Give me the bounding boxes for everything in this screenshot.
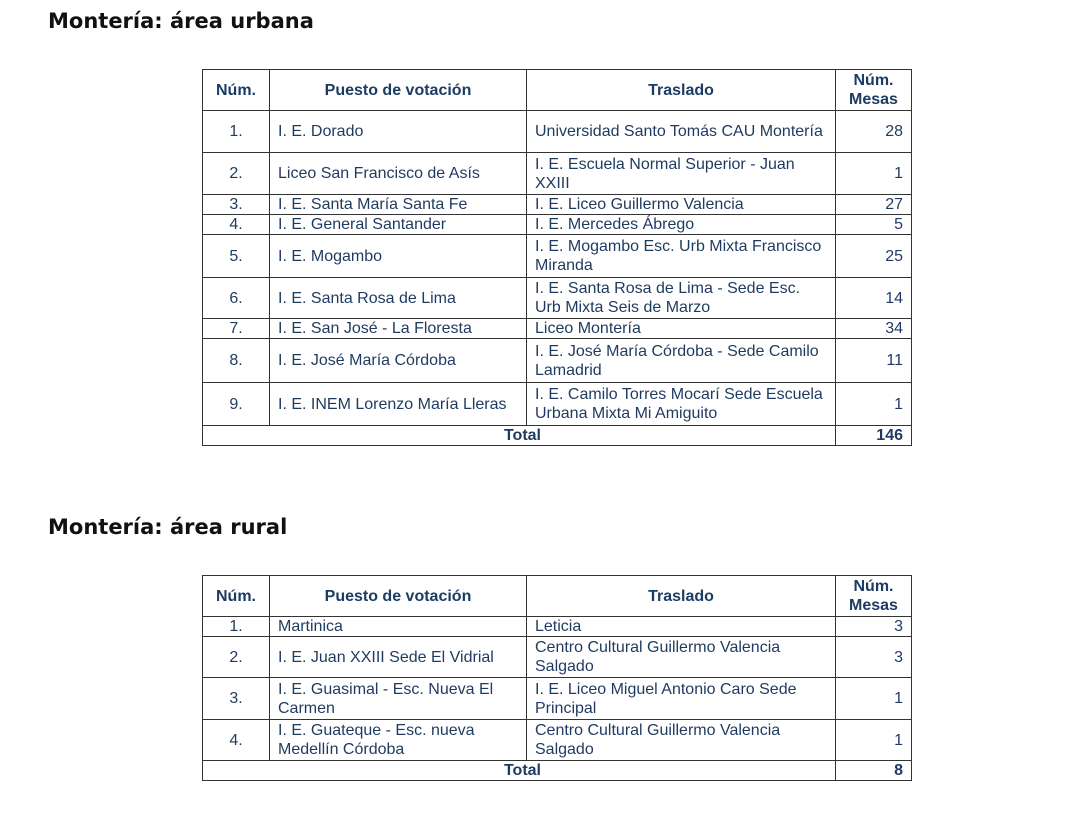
cell-mesas: 28 xyxy=(836,111,912,153)
cell-puesto: I. E. Mogambo xyxy=(270,235,527,278)
cell-traslado: I. E. Liceo Guillermo Valencia xyxy=(527,195,836,215)
cell-mesas: 27 xyxy=(836,195,912,215)
cell-traslado: I. E. Escuela Normal Superior - Juan XXIII xyxy=(527,153,836,195)
table-row xyxy=(203,678,912,720)
cell-mesas: 1 xyxy=(836,678,912,720)
table-row xyxy=(203,195,912,215)
cell-puesto: I. E. INEM Lorenzo María Lleras xyxy=(270,383,527,426)
table-row xyxy=(203,383,912,426)
cell-traslado: I. E. Mercedes Ábrego xyxy=(527,215,836,235)
total-label: Total xyxy=(203,426,836,446)
table-rural-polling-stations xyxy=(202,575,912,781)
cell-puesto: I. E. Santa Rosa de Lima xyxy=(270,278,527,319)
cell-mesas: 3 xyxy=(836,637,912,678)
cell-num: 2. xyxy=(203,637,270,678)
table-total-row xyxy=(203,761,912,781)
cell-mesas: 5 xyxy=(836,215,912,235)
cell-num: 5. xyxy=(203,235,270,278)
cell-num: 3. xyxy=(203,195,270,215)
table-row xyxy=(203,720,912,761)
cell-num: 3. xyxy=(203,678,270,720)
table-row xyxy=(203,319,912,339)
table-row xyxy=(203,235,912,278)
cell-puesto: I. E. General Santander xyxy=(270,215,527,235)
cell-mesas: 34 xyxy=(836,319,912,339)
cell-num: 7. xyxy=(203,319,270,339)
section-title-urban: Montería: área urbana xyxy=(48,9,314,33)
cell-mesas: 3 xyxy=(836,617,912,637)
total-label: Total xyxy=(203,761,836,781)
cell-traslado: I. E. Mogambo Esc. Urb Mixta Francisco Miranda xyxy=(527,235,836,278)
cell-mesas: 1 xyxy=(836,383,912,426)
table-header-row xyxy=(203,70,912,111)
cell-puesto: Liceo San Francisco de Asís xyxy=(270,153,527,195)
cell-traslado: Universidad Santo Tomás CAU Montería xyxy=(527,111,836,153)
cell-num: 8. xyxy=(203,339,270,383)
cell-puesto: I. E. Guasimal - Esc. Nueva El Carmen xyxy=(270,678,527,720)
cell-traslado: Centro Cultural Guillermo Valencia Salgado xyxy=(527,637,836,678)
cell-traslado: I. E. Santa Rosa de Lima - Sede Esc. Urb Mixta Seis de Marzo xyxy=(527,278,836,319)
cell-num: 6. xyxy=(203,278,270,319)
cell-num: 9. xyxy=(203,383,270,426)
header-traslado: Traslado xyxy=(527,576,836,617)
cell-puesto: I. E. Juan XXIII Sede El Vidrial xyxy=(270,637,527,678)
cell-puesto: I. E. Dorado xyxy=(270,111,527,153)
cell-traslado: I. E. Liceo Miguel Antonio Caro Sede Principal xyxy=(527,678,836,720)
cell-traslado: Liceo Montería xyxy=(527,319,836,339)
cell-mesas: 1 xyxy=(836,153,912,195)
cell-puesto: I. E. Guateque - Esc. nueva Medellín Córdoba xyxy=(270,720,527,761)
table-row xyxy=(203,617,912,637)
header-num: Núm. xyxy=(203,70,270,111)
cell-mesas: 14 xyxy=(836,278,912,319)
cell-num: 2. xyxy=(203,153,270,195)
cell-mesas: 25 xyxy=(836,235,912,278)
cell-traslado: Leticia xyxy=(527,617,836,637)
cell-num: 1. xyxy=(203,111,270,153)
header-traslado: Traslado xyxy=(527,70,836,111)
table-row xyxy=(203,278,912,319)
cell-puesto: Martinica xyxy=(270,617,527,637)
table-urban-polling-stations xyxy=(202,69,912,446)
table-row xyxy=(203,111,912,153)
table-row xyxy=(203,215,912,235)
header-puesto: Puesto de votación xyxy=(270,576,527,617)
table-row xyxy=(203,153,912,195)
cell-num: 4. xyxy=(203,215,270,235)
header-mesas: Núm. Mesas xyxy=(836,70,912,111)
table-header-row xyxy=(203,576,912,617)
cell-traslado: I. E. Camilo Torres Mocarí Sede Escuela Urbana Mixta Mi Amiguito xyxy=(527,383,836,426)
section-title-rural: Montería: área rural xyxy=(48,515,288,539)
cell-puesto: I. E. San José - La Floresta xyxy=(270,319,527,339)
cell-puesto: I. E. José María Córdoba xyxy=(270,339,527,383)
cell-traslado: Centro Cultural Guillermo Valencia Salgado xyxy=(527,720,836,761)
table-row xyxy=(203,637,912,678)
header-num: Núm. xyxy=(203,576,270,617)
total-value: 8 xyxy=(836,761,912,781)
cell-traslado: I. E. José María Córdoba - Sede Camilo Lamadrid xyxy=(527,339,836,383)
total-value: 146 xyxy=(836,426,912,446)
table-row xyxy=(203,339,912,383)
cell-mesas: 11 xyxy=(836,339,912,383)
cell-num: 4. xyxy=(203,720,270,761)
cell-num: 1. xyxy=(203,617,270,637)
header-mesas: Núm. Mesas xyxy=(836,576,912,617)
header-puesto: Puesto de votación xyxy=(270,70,527,111)
cell-puesto: I. E. Santa María Santa Fe xyxy=(270,195,527,215)
cell-mesas: 1 xyxy=(836,720,912,761)
table-total-row xyxy=(203,426,912,446)
